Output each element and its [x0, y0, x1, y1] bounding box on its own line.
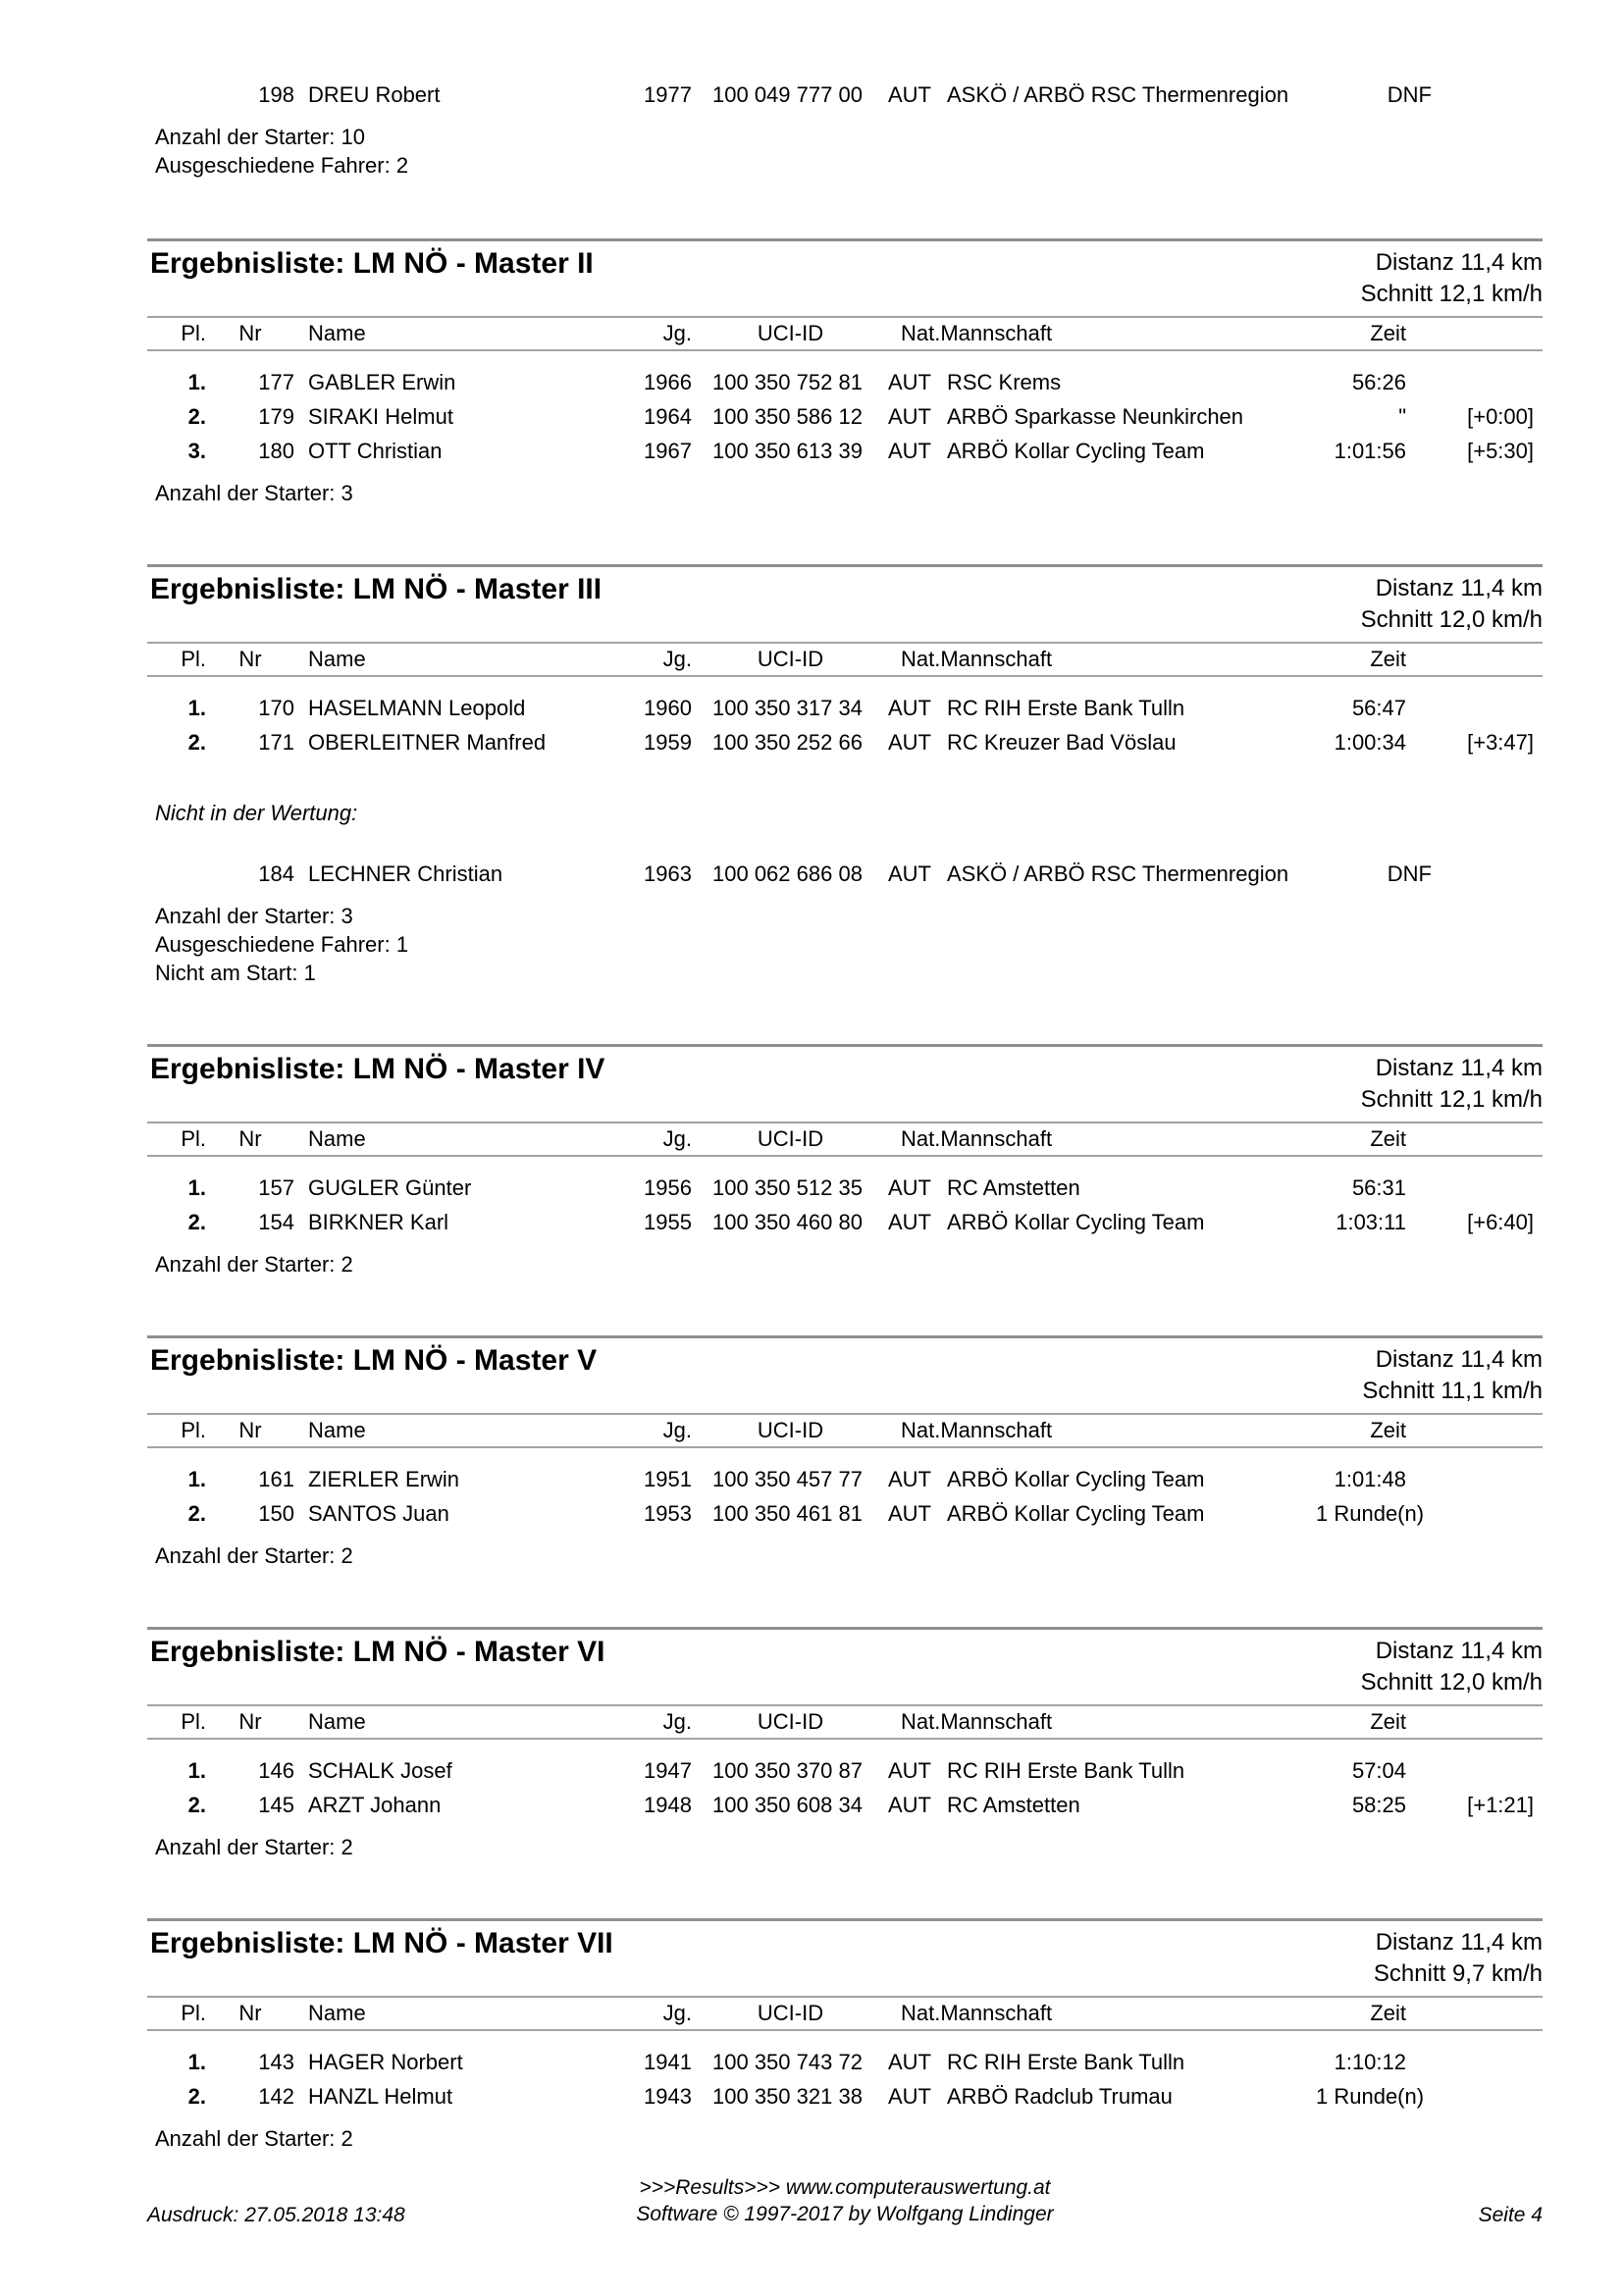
header-birthyear: Jg.	[662, 1709, 692, 1734]
header-place: Pl.	[181, 647, 206, 671]
cell-uci-id: 100 350 457 77	[712, 1467, 863, 1491]
cell-bib: 150	[258, 1501, 294, 1526]
table-header-row	[147, 1998, 1543, 2029]
header-place: Pl.	[181, 2001, 206, 2025]
section-meta	[1374, 1927, 1543, 1996]
cell-place: 2.	[187, 1210, 206, 1234]
cell-place: 3.	[187, 439, 206, 463]
cell-nation: AUT	[888, 370, 931, 394]
result-row	[147, 1205, 1543, 1239]
section-avg-speed: Schnitt 12,1 km/h	[1360, 281, 1543, 307]
header-birthyear: Jg.	[662, 647, 692, 671]
stat-line: Ausgeschiedene Fahrer: 2	[155, 153, 409, 178]
cell-uci-id: 100 350 252 66	[712, 730, 863, 755]
header-bib: Nr	[238, 321, 262, 345]
stat-line: Anzahl der Starter: 3	[155, 904, 353, 928]
result-row	[147, 857, 1543, 891]
result-row	[147, 399, 1543, 434]
cell-team: ARBÖ Kollar Cycling Team	[947, 1501, 1205, 1526]
stat-line: Anzahl der Starter: 2	[155, 1543, 353, 1568]
cell-bib: 180	[258, 439, 294, 463]
cell-place: 2.	[187, 404, 206, 429]
section-title: Ergebnisliste: LM NÖ - Master VI	[150, 1636, 605, 1668]
stat-line: Anzahl der Starter: 10	[155, 125, 366, 149]
cell-birthyear: 1966	[644, 370, 692, 394]
cell-gap	[1406, 691, 1543, 725]
section-distance: Distanz 11,4 km	[1375, 1929, 1543, 1956]
header-uci-id: UCI-ID	[757, 1418, 824, 1442]
cell-place: 1.	[187, 1467, 206, 1491]
section-title: Ergebnisliste: LM NÖ - Master VII	[150, 1927, 613, 1959]
cell-nation: AUT	[888, 2084, 931, 2109]
section-avg-speed: Schnitt 12,0 km/h	[1360, 606, 1543, 633]
stat-line: Anzahl der Starter: 2	[155, 1252, 353, 1277]
cell-birthyear: 1960	[644, 696, 692, 720]
cell-name: OBERLEITNER Manfred	[308, 730, 547, 755]
section-stats	[147, 2113, 1543, 2153]
cell-gap: [+6:40]	[1467, 1210, 1534, 1234]
cell-time: 56:47	[1351, 696, 1406, 720]
result-row	[147, 1171, 1543, 1205]
result-row	[147, 2045, 1543, 2079]
results-section	[147, 1918, 1543, 2210]
cell-time: DNF	[1387, 82, 1432, 107]
section-rows	[147, 351, 1543, 468]
header-nation-team: Nat.Mannschaft	[901, 647, 1053, 671]
cell-birthyear: 1977	[644, 82, 692, 107]
cell-place	[147, 857, 206, 891]
section-distance: Distanz 11,4 km	[1375, 1346, 1543, 1373]
cell-bib: 157	[258, 1175, 294, 1200]
cell-time: 1 Runde(n)	[1316, 2084, 1425, 2109]
cell-uci-id: 100 350 370 87	[712, 1758, 863, 1783]
cell-team: ASKÖ / ARBÖ RSC Thermenregion	[947, 82, 1289, 107]
header-nation-team: Nat.Mannschaft	[901, 321, 1053, 345]
header-birthyear: Jg.	[662, 1126, 692, 1151]
cell-uci-id: 100 062 686 08	[712, 861, 863, 886]
section-title: Ergebnisliste: LM NÖ - Master IV	[150, 1053, 605, 1085]
cell-time: 58:25	[1351, 1793, 1406, 1817]
section-rows	[147, 2031, 1543, 2113]
cell-time: 1:01:48	[1334, 1467, 1406, 1491]
cell-nation: AUT	[888, 696, 931, 720]
header-time: Zeit	[1370, 1418, 1406, 1442]
cell-uci-id: 100 049 777 00	[712, 82, 863, 107]
section-stats	[147, 1239, 1543, 1278]
out-of-ranking-block	[147, 799, 1543, 891]
cell-name: SIRAKI Helmut	[308, 404, 453, 429]
header-birthyear: Jg.	[662, 321, 692, 345]
section-distance: Distanz 11,4 km	[1375, 1638, 1543, 1664]
cell-time: DNF	[1387, 861, 1432, 886]
cell-team: RC Amstetten	[947, 1175, 1080, 1200]
cell-uci-id: 100 350 752 81	[712, 370, 863, 394]
cell-birthyear: 1948	[644, 1793, 692, 1817]
cell-gap: [+1:21]	[1467, 1793, 1534, 1817]
cell-team: ARBÖ Kollar Cycling Team	[947, 1467, 1205, 1491]
header-time: Zeit	[1370, 647, 1406, 671]
cell-bib: 146	[258, 1758, 294, 1783]
cell-gap	[1406, 2079, 1543, 2113]
cell-gap	[1406, 1462, 1543, 1496]
result-row	[147, 1496, 1543, 1531]
cell-place: 1.	[187, 1175, 206, 1200]
section-distance: Distanz 11,4 km	[1375, 575, 1543, 601]
header-time: Zeit	[1370, 2001, 1406, 2025]
section-meta	[1361, 1053, 1543, 1122]
cell-time: 1:10:12	[1334, 2050, 1406, 2074]
cell-name: LECHNER Christian	[308, 861, 503, 886]
result-row	[147, 691, 1543, 725]
section-avg-speed: Schnitt 12,1 km/h	[1360, 1086, 1543, 1113]
cell-gap	[1406, 1753, 1543, 1788]
cell-place: 2.	[187, 1793, 206, 1817]
header-name: Name	[308, 647, 366, 671]
cell-place: 2.	[187, 730, 206, 755]
section-header	[147, 567, 1543, 642]
cell-time: 56:31	[1351, 1175, 1406, 1200]
cell-place	[147, 78, 206, 112]
cell-birthyear: 1947	[644, 1758, 692, 1783]
cell-time: 56:26	[1351, 370, 1406, 394]
section-rows	[147, 677, 1543, 759]
cell-team: ARBÖ Sparkasse Neunkirchen	[947, 404, 1244, 429]
results-section	[147, 238, 1543, 564]
header-time: Zeit	[1370, 321, 1406, 345]
cell-nation: AUT	[888, 439, 931, 463]
cell-birthyear: 1967	[644, 439, 692, 463]
cell-gap: [+5:30]	[1467, 439, 1534, 463]
cell-name: HASELMANN Leopold	[308, 696, 526, 720]
cell-nation: AUT	[888, 404, 931, 429]
cell-nation: AUT	[888, 1467, 931, 1491]
cell-team: ARBÖ Kollar Cycling Team	[947, 439, 1205, 463]
cell-birthyear: 1963	[644, 861, 692, 886]
cell-uci-id: 100 350 321 38	[712, 2084, 863, 2109]
section-title: Ergebnisliste: LM NÖ - Master V	[150, 1344, 598, 1377]
table-header-row	[147, 1706, 1543, 1738]
header-name: Name	[308, 321, 366, 345]
header-birthyear: Jg.	[662, 1418, 692, 1442]
cell-nation: AUT	[888, 1501, 931, 1526]
header-bib: Nr	[238, 1418, 262, 1442]
cell-name: HAGER Norbert	[308, 2050, 463, 2074]
cell-birthyear: 1964	[644, 404, 692, 429]
result-row	[147, 1753, 1543, 1788]
cell-bib: 198	[258, 82, 294, 107]
cell-time: 1 Runde(n)	[1316, 1501, 1425, 1526]
cell-team: RC RIH Erste Bank Tulln	[947, 1758, 1185, 1783]
section-distance: Distanz 11,4 km	[1375, 1055, 1543, 1081]
cell-place: 2.	[187, 1501, 206, 1526]
carryover-stats	[147, 112, 1543, 180]
cell-birthyear: 1941	[644, 2050, 692, 2074]
out-of-ranking-rows	[147, 857, 1543, 891]
header-uci-id: UCI-ID	[757, 1126, 824, 1151]
cell-uci-id: 100 350 608 34	[712, 1793, 863, 1817]
cell-time: "	[1398, 404, 1406, 429]
section-avg-speed: Schnitt 11,1 km/h	[1362, 1378, 1543, 1404]
cell-team: RSC Krems	[947, 370, 1062, 394]
result-row	[147, 1788, 1543, 1822]
results-section	[147, 1627, 1543, 1918]
cell-nation: AUT	[888, 1175, 931, 1200]
header-place: Pl.	[181, 1709, 206, 1734]
cell-nation: AUT	[888, 1210, 931, 1234]
cell-uci-id: 100 350 512 35	[712, 1175, 863, 1200]
section-stats	[147, 468, 1543, 507]
section-rows	[147, 1448, 1543, 1531]
cell-birthyear: 1951	[644, 1467, 692, 1491]
cell-bib: 154	[258, 1210, 294, 1234]
carryover-row	[147, 78, 1543, 112]
cell-uci-id: 100 350 613 39	[712, 439, 863, 463]
section-meta	[1361, 573, 1543, 642]
section-meta	[1361, 247, 1543, 316]
header-bib: Nr	[238, 647, 262, 671]
cell-name: BIRKNER Karl	[308, 1210, 449, 1234]
result-row	[147, 434, 1543, 468]
cell-team: RC Amstetten	[947, 1793, 1080, 1817]
result-row	[147, 365, 1543, 399]
cell-name: ARZT Johann	[308, 1793, 442, 1817]
cell-place: 1.	[187, 696, 206, 720]
cell-nation: AUT	[888, 2050, 931, 2074]
table-header-row	[147, 1123, 1543, 1155]
header-name: Name	[308, 1418, 366, 1442]
section-stats	[147, 1531, 1543, 1570]
section-header	[147, 1338, 1543, 1413]
cell-nation: AUT	[888, 1793, 931, 1817]
results-section	[147, 1335, 1543, 1627]
cell-uci-id: 100 350 461 81	[712, 1501, 863, 1526]
cell-uci-id: 100 350 460 80	[712, 1210, 863, 1234]
header-time: Zeit	[1370, 1126, 1406, 1151]
section-meta	[1362, 1344, 1543, 1413]
section-meta	[1361, 1636, 1543, 1704]
cell-name: SCHALK Josef	[308, 1758, 452, 1783]
footer-results-brand: >>>Results>>> www.computerauswertung.at	[639, 2176, 1051, 2199]
header-birthyear: Jg.	[662, 2001, 692, 2025]
header-bib: Nr	[238, 2001, 262, 2025]
header-uci-id: UCI-ID	[757, 1709, 824, 1734]
header-name: Name	[308, 2001, 366, 2025]
cell-team: RC RIH Erste Bank Tulln	[947, 696, 1185, 720]
header-uci-id: UCI-ID	[757, 2001, 824, 2025]
footer-page-number: Seite 4	[1478, 2204, 1543, 2226]
section-rows	[147, 1740, 1543, 1822]
cell-nation: AUT	[888, 730, 931, 755]
cell-team: ARBÖ Radclub Trumau	[947, 2084, 1173, 2109]
result-row	[147, 2079, 1543, 2113]
cell-team: RC Kreuzer Bad Vöslau	[947, 730, 1177, 755]
cell-gap	[1406, 1496, 1543, 1531]
cell-name: GABLER Erwin	[308, 370, 456, 394]
cell-name: SANTOS Juan	[308, 1501, 449, 1526]
header-name: Name	[308, 1126, 366, 1151]
cell-birthyear: 1956	[644, 1175, 692, 1200]
section-stats	[147, 891, 1543, 987]
cell-nation: AUT	[888, 1758, 931, 1783]
footer-print-timestamp: Ausdruck: 27.05.2018 13:48	[147, 2204, 405, 2226]
out-of-ranking-label: Nicht in der Wertung:	[155, 801, 358, 825]
cell-bib: 184	[258, 861, 294, 886]
cell-gap	[1406, 365, 1543, 399]
cell-gap	[1406, 2045, 1543, 2079]
header-nation-team: Nat.Mannschaft	[901, 1418, 1053, 1442]
section-header	[147, 1047, 1543, 1122]
section-stats	[147, 1822, 1543, 1861]
cell-birthyear: 1955	[644, 1210, 692, 1234]
header-uci-id: UCI-ID	[757, 321, 824, 345]
cell-time: 1:01:56	[1334, 439, 1406, 463]
section-title: Ergebnisliste: LM NÖ - Master III	[150, 573, 602, 605]
stat-line: Anzahl der Starter: 2	[155, 1835, 353, 1859]
section-header	[147, 1921, 1543, 1996]
section-header	[147, 241, 1543, 316]
cell-team: ARBÖ Kollar Cycling Team	[947, 1210, 1205, 1234]
cell-place: 1.	[187, 1758, 206, 1783]
footer-software-credit: Software © 1997-2017 by Wolfgang Lindinger	[636, 2203, 1054, 2225]
section-distance: Distanz 11,4 km	[1375, 249, 1543, 276]
cell-name: OTT Christian	[308, 439, 443, 463]
header-time: Zeit	[1370, 1709, 1406, 1734]
cell-gap	[1406, 1171, 1543, 1205]
cell-time: 1:03:11	[1336, 1210, 1406, 1234]
cell-bib: 177	[258, 370, 294, 394]
cell-team: RC RIH Erste Bank Tulln	[947, 2050, 1185, 2074]
result-row	[147, 725, 1543, 759]
cell-name: HANZL Helmut	[308, 2084, 453, 2109]
cell-place: 1.	[187, 2050, 206, 2074]
cell-team: ASKÖ / ARBÖ RSC Thermenregion	[947, 861, 1289, 886]
cell-gap: [+3:47]	[1467, 730, 1534, 755]
header-place: Pl.	[181, 1418, 206, 1442]
cell-bib: 145	[258, 1793, 294, 1817]
cell-birthyear: 1953	[644, 1501, 692, 1526]
cell-place: 2.	[187, 2084, 206, 2109]
stat-line: Anzahl der Starter: 2	[155, 2126, 353, 2151]
table-header-row	[147, 644, 1543, 675]
cell-time: 1:00:34	[1334, 730, 1406, 755]
header-nation-team: Nat.Mannschaft	[901, 2001, 1053, 2025]
header-place: Pl.	[181, 321, 206, 345]
cell-bib: 142	[258, 2084, 294, 2109]
header-name: Name	[308, 1709, 366, 1734]
results-section	[147, 564, 1543, 1044]
cell-bib: 143	[258, 2050, 294, 2074]
stat-line: Nicht am Start: 1	[155, 961, 316, 985]
cell-bib: 161	[258, 1467, 294, 1491]
cell-nation: AUT	[888, 861, 931, 886]
cell-uci-id: 100 350 317 34	[712, 696, 863, 720]
cell-nation: AUT	[888, 82, 931, 107]
cell-birthyear: 1959	[644, 730, 692, 755]
table-header-row	[147, 318, 1543, 349]
section-header	[147, 1630, 1543, 1704]
header-nation-team: Nat.Mannschaft	[901, 1709, 1053, 1734]
header-bib: Nr	[238, 1126, 262, 1151]
section-rows	[147, 1157, 1543, 1239]
cell-name: DREU Robert	[308, 82, 441, 107]
carryover-block	[147, 78, 1543, 180]
cell-name: ZIERLER Erwin	[308, 1467, 460, 1491]
cell-time: 57:04	[1351, 1758, 1406, 1783]
page-footer	[147, 2174, 1543, 2231]
stat-line: Ausgeschiedene Fahrer: 1	[155, 932, 409, 957]
section-avg-speed: Schnitt 9,7 km/h	[1373, 1960, 1543, 1987]
cell-bib: 179	[258, 404, 294, 429]
cell-name: GUGLER Günter	[308, 1175, 472, 1200]
cell-bib: 171	[258, 730, 294, 755]
section-avg-speed: Schnitt 12,0 km/h	[1360, 1669, 1543, 1696]
header-uci-id: UCI-ID	[757, 647, 824, 671]
cell-uci-id: 100 350 586 12	[712, 404, 863, 429]
result-row	[147, 1462, 1543, 1496]
sections-container	[147, 238, 1543, 2210]
cell-birthyear: 1943	[644, 2084, 692, 2109]
cell-place: 1.	[187, 370, 206, 394]
cell-uci-id: 100 350 743 72	[712, 2050, 863, 2074]
section-title: Ergebnisliste: LM NÖ - Master II	[150, 247, 594, 280]
header-place: Pl.	[181, 1126, 206, 1151]
table-header-row	[147, 1415, 1543, 1446]
stat-line: Anzahl der Starter: 3	[155, 481, 353, 505]
cell-bib: 170	[258, 696, 294, 720]
results-section	[147, 1044, 1543, 1335]
cell-gap: [+0:00]	[1467, 404, 1534, 429]
header-bib: Nr	[238, 1709, 262, 1734]
header-nation-team: Nat.Mannschaft	[901, 1126, 1053, 1151]
